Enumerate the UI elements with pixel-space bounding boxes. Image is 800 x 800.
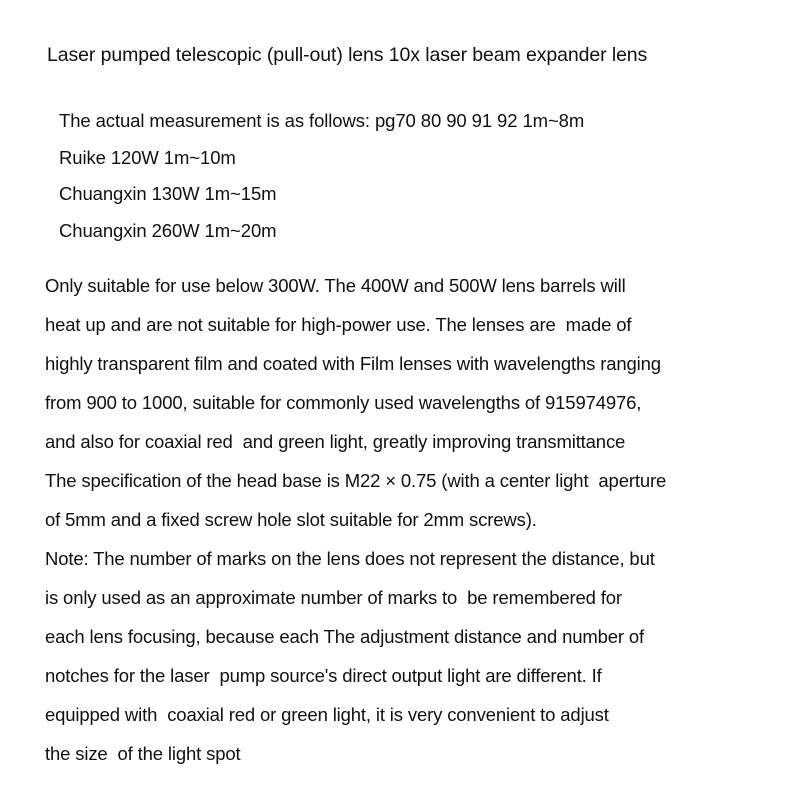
description-line: heat up and are not suitable for high-power use. The lenses are made of xyxy=(45,314,632,335)
description-line: of 5mm and a fixed screw hole slot suitable for 2mm screws). xyxy=(45,509,537,530)
description-line: notches for the laser pump source's direct output light are different. If xyxy=(45,665,602,686)
description-line: equipped with coaxial red or green light, it is very convenient to adjust xyxy=(45,704,609,725)
page-title: Laser pumped telescopic (pull-out) lens 10x laser beam expander lens xyxy=(47,44,648,66)
description-line: is only used as an approximate number of marks to be remembered for xyxy=(45,587,622,608)
description-line: and also for coaxial red and green light, greatly improving transmittance xyxy=(45,431,626,452)
measurement-line: Ruike 120W 1m~10m xyxy=(59,146,236,168)
measurement-line: The actual measurement is as follows: pg70 80 90 91 92 1m~8m xyxy=(59,110,585,131)
description-line: Note: The number of marks on the lens does not represent the distance, but xyxy=(45,548,655,569)
measurement-line: Chuangxin 260W 1m~20m xyxy=(59,219,277,241)
description-line: the size of the light spot xyxy=(45,743,241,764)
description-line: Only suitable for use below 300W. The 400W and 500W lens barrels will xyxy=(45,275,626,296)
description-line: The specification of the head base is M22 × 0.75 (with a center light aperture xyxy=(45,470,667,491)
description-line: highly transparent film and coated with Film lenses with wavelengths ranging xyxy=(45,353,661,374)
description-line: each lens focusing, because each The adjustment distance and number of xyxy=(45,626,645,647)
description-line: from 900 to 1000, suitable for commonly used wavelengths of 915974976, xyxy=(45,392,642,413)
measurement-list xyxy=(59,103,584,249)
measurement-line: Chuangxin 130W 1m~15m xyxy=(59,183,277,204)
description-paragraph xyxy=(45,266,666,773)
